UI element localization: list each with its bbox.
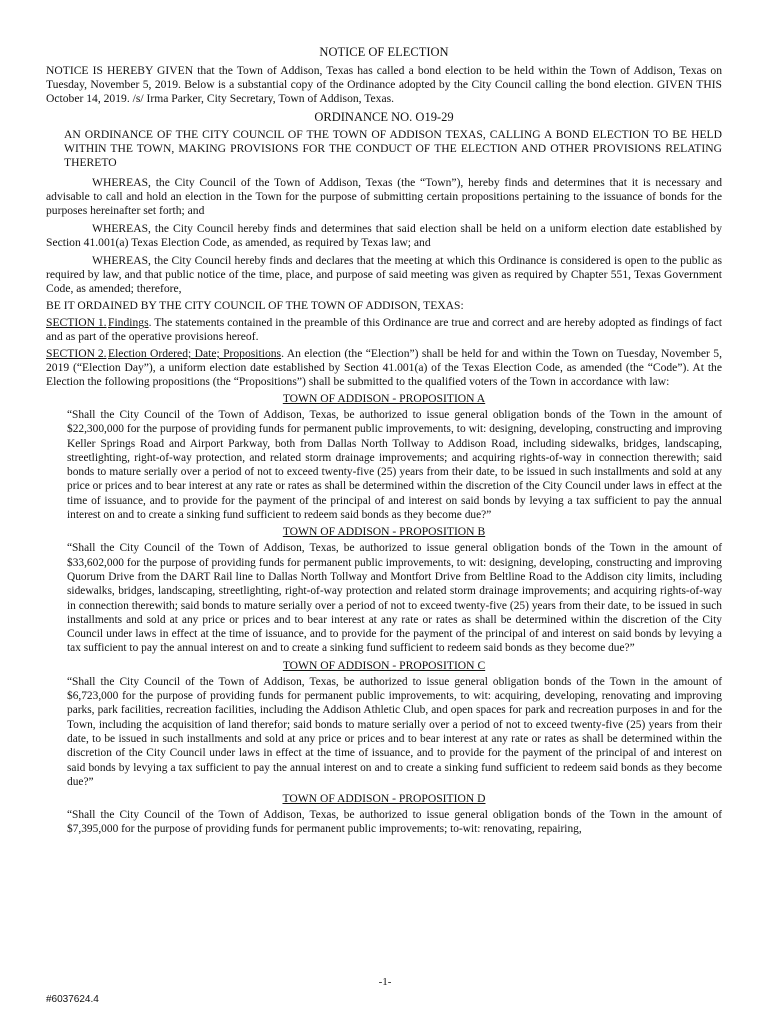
proposition-d-heading: TOWN OF ADDISON - PROPOSITION D — [282, 792, 486, 806]
section-heading: Election Ordered; Date; Propositions — [108, 347, 282, 360]
proposition-b-heading: TOWN OF ADDISON - PROPOSITION B — [282, 525, 486, 539]
section-1 — [46, 316, 722, 344]
ordinance-title: AN ORDINANCE OF THE CITY COUNCIL OF THE TOWN OF ADDISON TEXAS, CALLING A BOND ELECTION TO BE HELD WITHIN THE TOWN, MAKING PROVISIONS FOR THE CONDUCT OF THE ELECTION AND OTHER PROVISIONS RELATING THERETO — [64, 128, 722, 169]
proposition-b-text: “Shall the City Council of the Town of Addison, Texas, be authorized to issue general obligation bonds of the Town in the amount of $33,602,000 for the purpose of providing funds for permanent public improvements, to wit: designing, developing, constructing and improving Quorum Drive from the DART Rail line to Dallas North Tollway and Montfort Drive from Beltline Road to the Addison city limits, including sidewalks, bridges, landscaping, streetlighting, right-of-way protection and related storm drainage improvements; and acquiring rights-of-way in connection therewith; said bonds to mature serially over a period of not to exceed twenty-five (25) years from their date, to be issued in such installments and sold at any price or prices and to bear interest at any rate or rates as shall be determined within the discretion of the City Council under laws in effect at the time of issuance, and to provide for the payment of the principal of and interest on said bonds by levying a tax sufficient to pay the annual interest on and to create a sinking fund sufficient to redeem said bonds as they become due?” — [67, 542, 722, 655]
page-number: -1- — [378, 976, 392, 988]
whereas-paragraph: WHEREAS, the City Council hereby finds and determines that said election shall be held on a uniform election date established by Section 41.001(a) Texas Election Code, as amended, as required by Texas law; and — [46, 222, 722, 249]
notice-paragraph: NOTICE IS HEREBY GIVEN that the Town of Addison, Texas has called a bond election to be held within the Town of Addison, Texas on Tuesday, November 5, 2019. Below is a substantial copy of the Ordinance adopted by the City Council calling the bond election. GIVEN THIS October 14, 2019. /s/ Irma Parker, City Secretary, Town of Addison, Texas. — [46, 64, 722, 105]
ordained-clause: BE IT ORDAINED BY THE CITY COUNCIL OF THE TOWN OF ADDISON, TEXAS: — [46, 299, 464, 312]
section-label: SECTION 2. — [46, 347, 107, 360]
proposition-c-heading: TOWN OF ADDISON - PROPOSITION C — [282, 658, 486, 672]
proposition-a-text: “Shall the City Council of the Town of Addison, Texas, be authorized to issue general obligation bonds of the Town in the amount of $22,300,000 for the purpose of providing funds for permanent public improvements, to wit: designing, developing, constructing and improving Keller Springs Road and Airport Parkway, both from Dallas North Tollway to Addison Road, including sidewalks, bridges, landscaping, streetlighting, right-of-way protection, and related storm drainage improvements; and acquiring rights-of-way in connection therewith; said bonds to mature serially over a period of not to exceed twenty-five (25) years from their date, to be issued in such installments and sold at any price or prices and to bear interest at any rate or rates as shall be determined within the discretion of the City Council under laws in effect at the time of issuance, and to provide for the payment of the principal of and interest on said bonds by levying a tax sufficient to pay the annual interest on and to create a sinking fund sufficient to redeem said bonds as they become due?” — [67, 409, 722, 522]
proposition-d-text: “Shall the City Council of the Town of Addison, Texas, be authorized to issue general obligation bonds of the Town in the amount of $7,395,000 for the purpose of providing funds for permanent public improvements; to-wit: renovating, repairing, — [67, 809, 722, 836]
whereas-paragraph: WHEREAS, the City Council hereby finds and declares that the meeting at which this Ordinance is considered is open to the public as required by law, and that public notice of the time, place, and purpose of said meeting was given as required by Chapter 551, Texas Government Code, as amended; therefore, — [46, 254, 722, 295]
section-label: SECTION 1. — [46, 316, 107, 329]
document-page — [46, 44, 722, 837]
section-2 — [46, 347, 722, 389]
whereas-paragraph: WHEREAS, the City Council of the Town of Addison, Texas (the “Town”), hereby finds and determines that it is necessary and advisable to call and hold an election in the Town for the purpose of submitting certain propositions pertaining to the issuance of bonds for the purposes hereinafter set forth; and — [46, 176, 722, 217]
section-text: . The statements contained in the preamble of this Ordinance are true and correct and are hereby adopted as findings of fact and as part of the operative provisions hereof. — [46, 316, 722, 343]
proposition-a-heading: TOWN OF ADDISON - PROPOSITION A — [282, 392, 486, 405]
section-heading: Findings — [108, 316, 149, 329]
document-number: #6037624.4 — [46, 994, 99, 1005]
ordinance-number: ORDINANCE NO. O19-29 — [314, 110, 454, 124]
proposition-c-text: “Shall the City Council of the Town of Addison, Texas, be authorized to issue general obligation bonds of the Town in the amount of $6,723,000 for the purpose of providing funds for permanent public improvements, to wit: acquiring, developing, renovating and improving parks, park facilities, recreation facilities, including the Addison Athletic Club, and open spaces for park and recreation purposes in and for the Town, including the acquisition of land therefor; said bonds to mature serially over a period of not to exceed twenty-five (25) years from their date, to be issued in such installments and sold at any price or prices and to bear interest at any rate or rates as shall be determined within the discretion of the City Council under laws in effect at the time of issuance, and to provide for the payment of the principal of and interest on said bonds by levying a tax sufficient to pay the annual interest on and to create a sinking fund sufficient to redeem said bonds as they become due?” — [67, 675, 722, 788]
section-text: . An election (the “Election”) shall be held for and within the Town on Tuesday, November 5, 2019 (“Election Day”), a uniform election date established by Section 41.001(a) of the Texas Election Code, as amended (the “Code”). At the Election the following propositions (the “Propositions”) shall be submitted to the qualified voters of the Town in accordance with law: — [46, 347, 722, 388]
notice-title: NOTICE OF ELECTION — [319, 45, 449, 59]
